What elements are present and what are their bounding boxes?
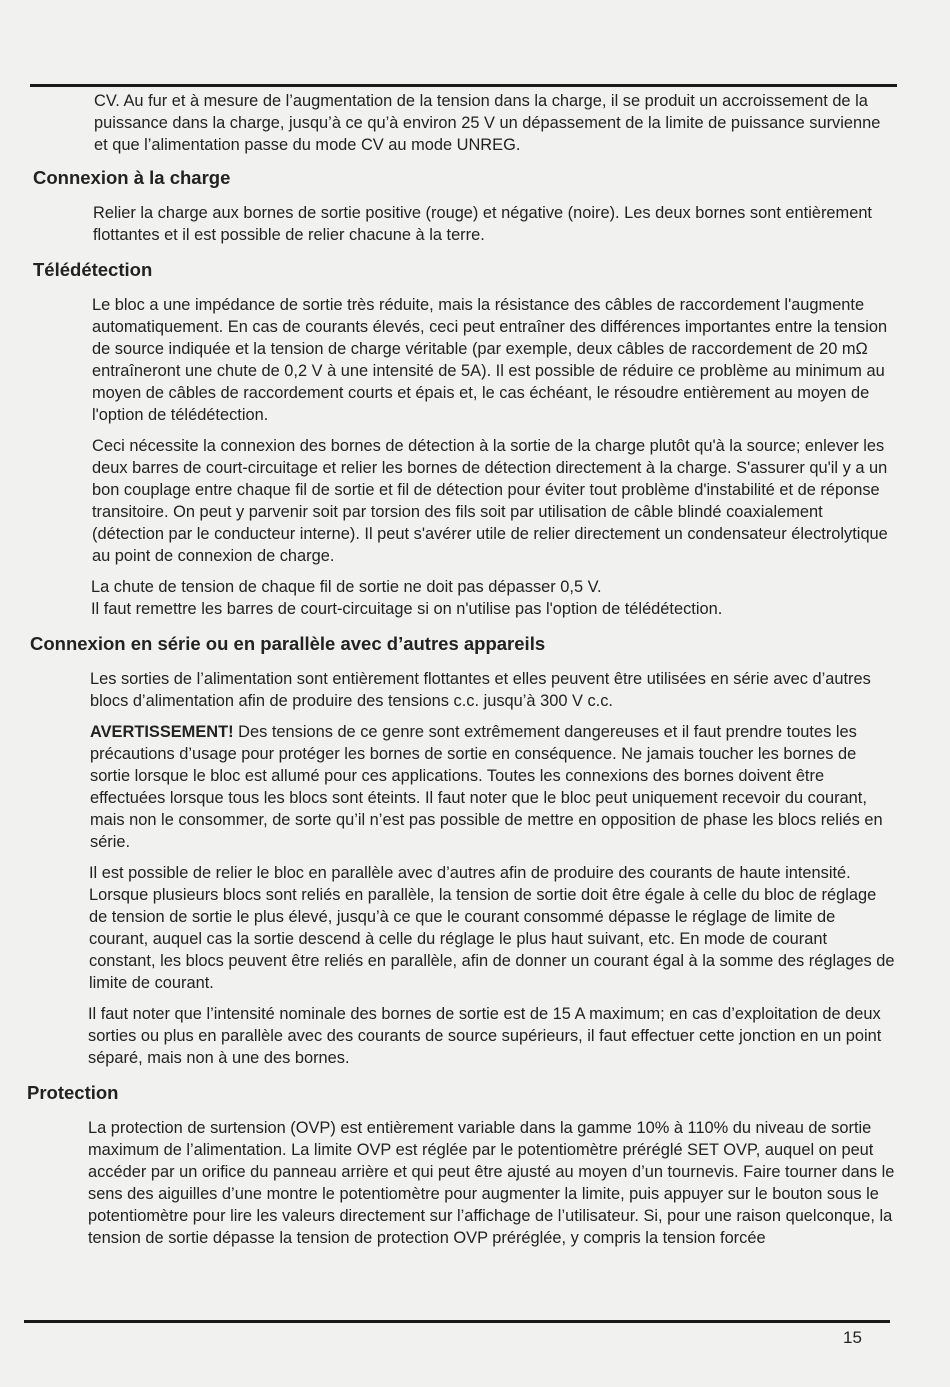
paragraph: Il faut remettre les barres de court-circuitage si on n'utilise pas l'option de télédétection. (91, 600, 723, 618)
warning-paragraph (90, 721, 950, 853)
heading-protection: Protection (27, 1082, 119, 1103)
page-number: 15 (843, 1328, 862, 1347)
page-content (0, 90, 950, 1258)
heading-connexion-serie-parallele: Connexion en série ou en parallèle avec d’autres appareils (30, 633, 546, 654)
heading-teledetection: Télédétection (33, 259, 153, 280)
paragraph: Le bloc a une impédance de sortie très réduite, mais la résistance des câbles de raccordement l'augmente automatiquement. En cas de courants élevés, ceci peut entraîner des différences importantes entre la tension de source indiquée et la tension de charge véritable (par exemple, deux câbles de raccordement de 20 mΩ entraîneront une chute de 0,2 V à une intensité de 5A). Il est possible de réduire ce problème au minimum au moyen de câbles de raccordement courts et épais et, le cas échéant, le résoudre entièrement au moyen de l'option de télédétection. (92, 296, 888, 424)
warning-text: Des tensions de ce genre sont extrêmement dangereuses et il faut prendre toutes les précautions d’usage pour protéger les bornes de sortie en conséquence. Ne jamais toucher les bornes de sortie lorsque le bloc est allumé pour ces applications. Toutes les connexions des bornes doivent être effectuées lorsque tous les blocs sont éteints. Il faut noter que le bloc peut uniquement recevoir du courant, mais non le consommer, de sorte qu’il n’est pas possible de mettre en opposition de phase les blocs reliés en série. (90, 723, 883, 851)
paragraph: La protection de surtension (OVP) est entièrement variable dans la gamme 10% à 110% du niveau de sortie maximum de l’alimentation. La limite OVP est réglée par le potentiomètre préréglé SET OVP, auquel on peut accéder par un orifice du panneau arrière et qui peut être ajusté au moyen d’un tournevis. Faire tourner dans le sens des aiguilles d’une montre le potentiomètre pour augmenter la limite, puis appuyer sur le bouton sous le potentiomètre pour lire les valeurs directement sur l’affichage de l’utilisateur. Si, pour une raison quelconque, la tension de sortie dépasse la tension de protection OVP préréglée, y compris la tension forcée (88, 1119, 895, 1247)
heading-connexion-charge: Connexion à la charge (33, 167, 231, 188)
bottom-rule (24, 1320, 890, 1323)
paragraph: La chute de tension de chaque fil de sortie ne doit pas dépasser 0,5 V. (91, 578, 602, 596)
warning-label: AVERTISSEMENT! (90, 723, 234, 741)
continuation-paragraph: CV. Au fur et à mesure de l’augmentation de la tension dans la charge, il se produit un accroissement de la puissance dans la charge, jusqu’à ce qu’à environ 25 V un dépassement de la limite de puissance survienne et que l’alimentation passe du mode CV au mode UNREG. (94, 92, 881, 154)
paragraph: Relier la charge aux bornes de sortie positive (rouge) et négative (noire). Les deux bornes sont entièrement flottantes et il est possible de relier chacune à la terre. (93, 204, 872, 244)
paragraph: Il faut noter que l’intensité nominale des bornes de sortie est de 15 A maximum; en cas d’exploitation de deux sorties ou plus en parallèle avec des courants de source supérieurs, il faut effectuer cette jonction en un point séparé, mais non à une des bornes. (88, 1005, 882, 1067)
paragraph: Ceci nécessite la connexion des bornes de détection à la sortie de la charge plutôt qu'à la source; enlever les deux barres de court-circuitage et relier les bornes de détection directement à la charge. S'assurer qu'il y a un bon couplage entre chaque fil de sortie et fil de détection pour éviter tout problème d'instabilité et de réponse transitoire. On peut y parvenir soit par torsion des fils soit par utilisation de câble blindé coaxialement (détection par le conducteur interne). Il peut s'avérer utile de relier directement un condensateur électrolytique au point de connexion de charge. (92, 437, 888, 565)
paragraph: Les sorties de l’alimentation sont entièrement flottantes et elles peuvent être utilisées en série avec d’autres blocs d’alimentation afin de produire des tensions c.c. jusqu’à 300 V c.c. (90, 670, 871, 710)
top-rule (30, 84, 897, 87)
paragraph: Il est possible de relier le bloc en parallèle avec d’autres afin de produire des courants de haute intensité. Lorsque plusieurs blocs sont reliés en parallèle, la tension de sortie doit être égale à celle du bloc de réglage de tension de sortie le plus élevé, jusqu’à ce que le courant consommé dépasse le réglage de limite de courant, auquel cas la sortie descend à celle du réglage le plus haut suivant, etc. En mode de courant constant, les blocs peuvent être reliés en parallèle, afin de donner un courant égal à la somme des réglages de limite de courant. (89, 864, 895, 992)
